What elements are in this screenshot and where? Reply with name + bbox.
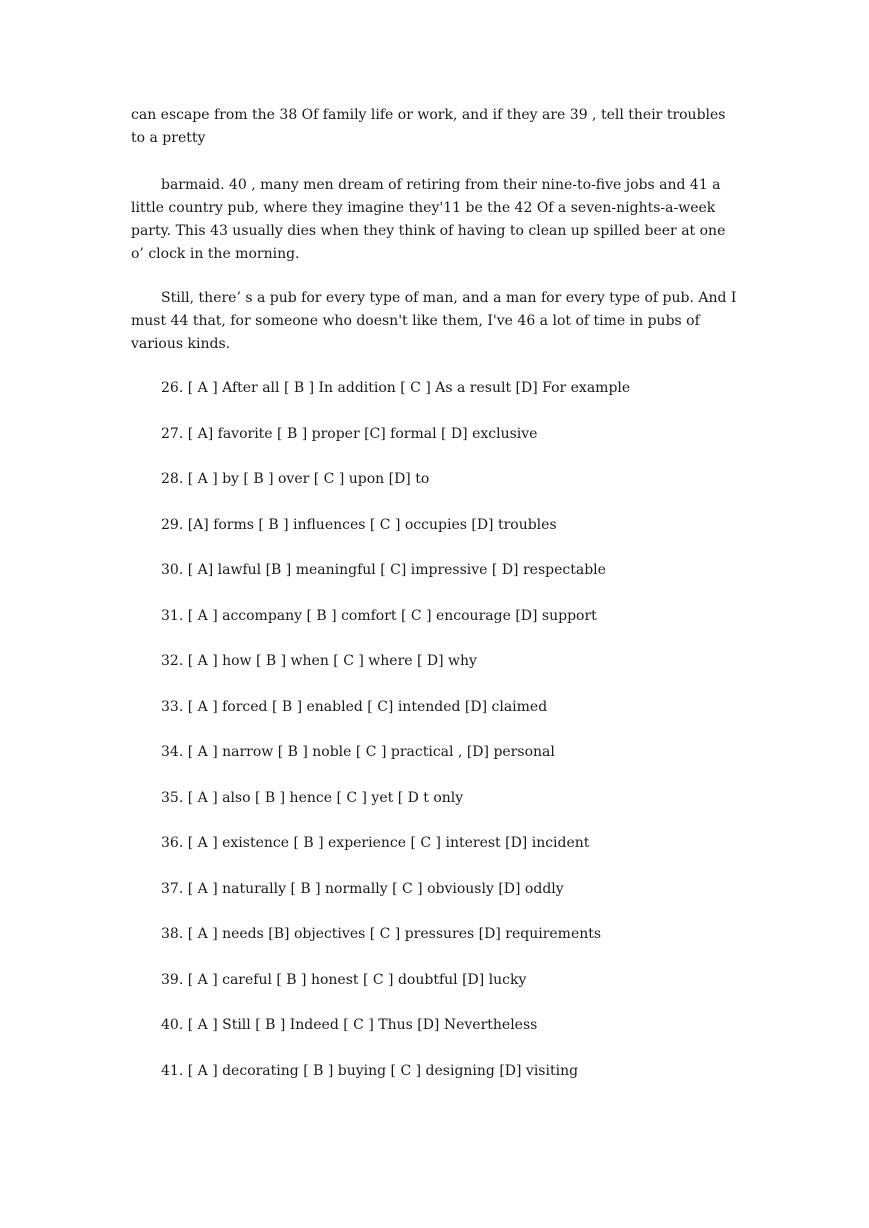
question-30: 30. [ A] lawful [B ] meaningful [ C] impressive [ D] respectable (161, 562, 606, 578)
question-33: 33. [ A ] forced [ B ] enabled [ C] intended [D] claimed (161, 698, 548, 715)
question-28: 28. [ A ] by [ B ] over [ C ] upon [D] to (161, 471, 430, 487)
question-27: 27. [ A] favorite [ B ] proper [C] formal [ D] exclusive (161, 425, 538, 442)
passage-paragraph-3: Still, there’ s a pub for every type of man, and a man for every type of pub. And I must 44 that, for someone who doesn't like them, I've 46 a lot of time in pubs of various kinds. (131, 290, 737, 352)
question-26: 26. [ A ] After all [ B ] In addition [ C ] As a result [D] For example (161, 380, 631, 396)
question-40: 40. [ A ] Still [ B ] Indeed [ C ] Thus [D] Nevertheless (161, 1017, 538, 1033)
question-38: 38. [ A ] needs [B] objectives [ C ] pressures [D] requirements (161, 926, 602, 942)
question-39: 39. [ A ] careful [ B ] honest [ C ] doubtful [D] lucky (161, 971, 527, 988)
question-36: 36. [ A ] existence [ B ] experience [ C ] interest [D] incident (161, 835, 590, 851)
question-37: 37. [ A ] naturally [ B ] normally [ C ] obviously [D] oddly (161, 880, 564, 897)
passage-paragraph-2: barmaid. 40 , many men dream of retiring from their nine-to-five jobs and 41 a little country pub, where they imagine they'11 be the 42 Of a seven-nights-a-week party. This 43 usually dies when they think of having to clean up spilled beer at one o’ clock in the morning. (131, 177, 726, 262)
question-41: 41. [ A ] decorating [ B ] buying [ C ] designing [D] visiting (161, 1062, 579, 1079)
question-list (161, 377, 761, 1105)
question-35: 35. [ A ] also [ B ] hence [ C ] yet [ D t only (161, 789, 464, 806)
question-34: 34. [ A ] narrow [ B ] noble [ C ] practical , [D] personal (161, 744, 555, 760)
question-32: 32. [ A ] how [ B ] when [ C ] where [ D] why (161, 653, 477, 669)
passage-paragraph-1: can escape from the 38 Of family life or work, and if they are 39 , tell their troubles to a pretty (131, 107, 726, 146)
question-29: 29. [A] forms [ B ] influences [ C ] occupies [D] troubles (161, 516, 557, 533)
question-31: 31. [ A ] accompany [ B ] comfort [ C ] encourage [D] support (161, 607, 597, 624)
